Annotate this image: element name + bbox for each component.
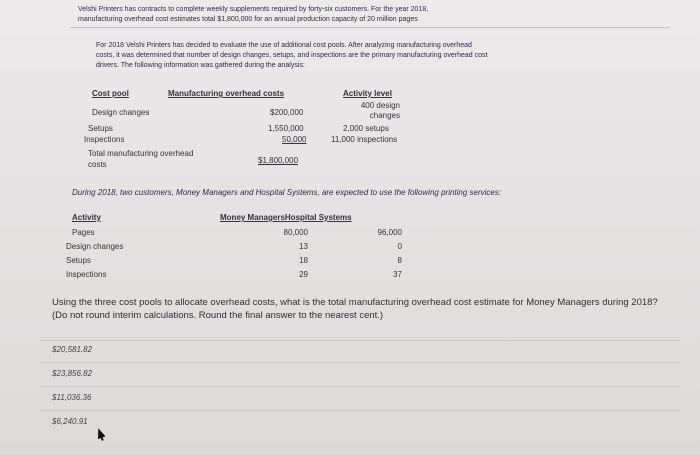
cost-row-label: costs	[88, 160, 107, 169]
cost-row-activity: 2,000 setups	[343, 124, 389, 133]
services-row-hs: 96,000	[377, 228, 402, 237]
answer-option-3[interactable]	[40, 388, 260, 410]
services-row-label: Design changes	[66, 242, 124, 251]
intro-line-1: Velshi Printers has contracts to complete weekly supplements required by forty-six customers. For the year 2018,	[78, 6, 429, 13]
cost-row-label: Setups	[88, 124, 113, 133]
services-row-label: Inspections	[66, 270, 107, 279]
divider	[70, 27, 670, 28]
cost-row-cost: $1,800,000	[258, 156, 299, 165]
answer-option-label: $23,856.82	[52, 369, 93, 378]
cost-row-cost: $200,000	[270, 108, 304, 117]
services-row-label: Setups	[66, 256, 91, 265]
services-row-mm: 80,000	[283, 228, 308, 237]
cost-row-label: Design changes	[92, 108, 150, 117]
col-header-cost-pool: Cost pool	[92, 89, 129, 98]
cost-row-label: Total manufacturing overhead	[88, 149, 194, 158]
services-row-hs: 8	[397, 256, 402, 265]
col-header-activity-level: Activity level	[343, 89, 392, 98]
col-header-activity: Activity	[72, 213, 101, 222]
services-row-mm: 29	[299, 270, 308, 279]
answer-option-1[interactable]	[40, 340, 260, 362]
context-line-3: drivers. The following information was gathered during the analysis:	[96, 62, 305, 69]
col-header-overhead-costs: Manufacturing overhead costs	[168, 89, 285, 98]
cost-row-label: Inspections	[84, 135, 125, 144]
answer-option-2[interactable]	[40, 364, 260, 386]
divider	[40, 386, 680, 387]
question-text: Using the three cost pools to allocate overhead costs, what is the total manufacturing overhead cost estimate for Money Managers during 2018? (Do not round interim calculations. Round the final answer to the nearest cent.)	[52, 297, 658, 321]
answer-option-4[interactable]	[40, 412, 260, 434]
context-line-2: costs, it was determined that number of design changes, setups, and inspections are the primary manufacturing overhead cost	[96, 52, 488, 59]
col-header-customers: Money ManagersHospital Systems	[220, 213, 352, 222]
divider	[40, 410, 680, 411]
intro-line-2: manufacturing overhead cost estimates total $1,800,000 for an annual production capacity of 20 million pages	[78, 16, 418, 23]
services-row-label: Pages	[72, 228, 95, 237]
services-row-hs: 37	[393, 270, 402, 279]
services-row-mm: 13	[299, 242, 308, 251]
cost-row-activity: changes	[369, 111, 400, 120]
cost-row-activity: 400 design	[360, 101, 400, 110]
context-line-1: For 2018 Velshi Printers has decided to evaluate the use of additional cost pools. After analyzing manufacturing overhead	[96, 42, 472, 49]
cost-row-cost: 50,000	[282, 135, 307, 144]
answer-option-label: $11,036.36	[52, 393, 92, 402]
answer-option-label: $6,240.91	[52, 417, 88, 426]
answer-option-label: $20,581.82	[52, 345, 93, 354]
services-row-hs: 0	[397, 242, 402, 251]
cost-row-activity: 11,000 inspections	[331, 135, 398, 144]
services-row-mm: 18	[299, 256, 308, 265]
services-intro: During 2018, two customers, Money Managers and Hospital Systems, are expected to use the following printing services:	[72, 188, 502, 197]
cost-row-cost: 1,550,000	[268, 124, 304, 133]
divider	[40, 362, 680, 363]
